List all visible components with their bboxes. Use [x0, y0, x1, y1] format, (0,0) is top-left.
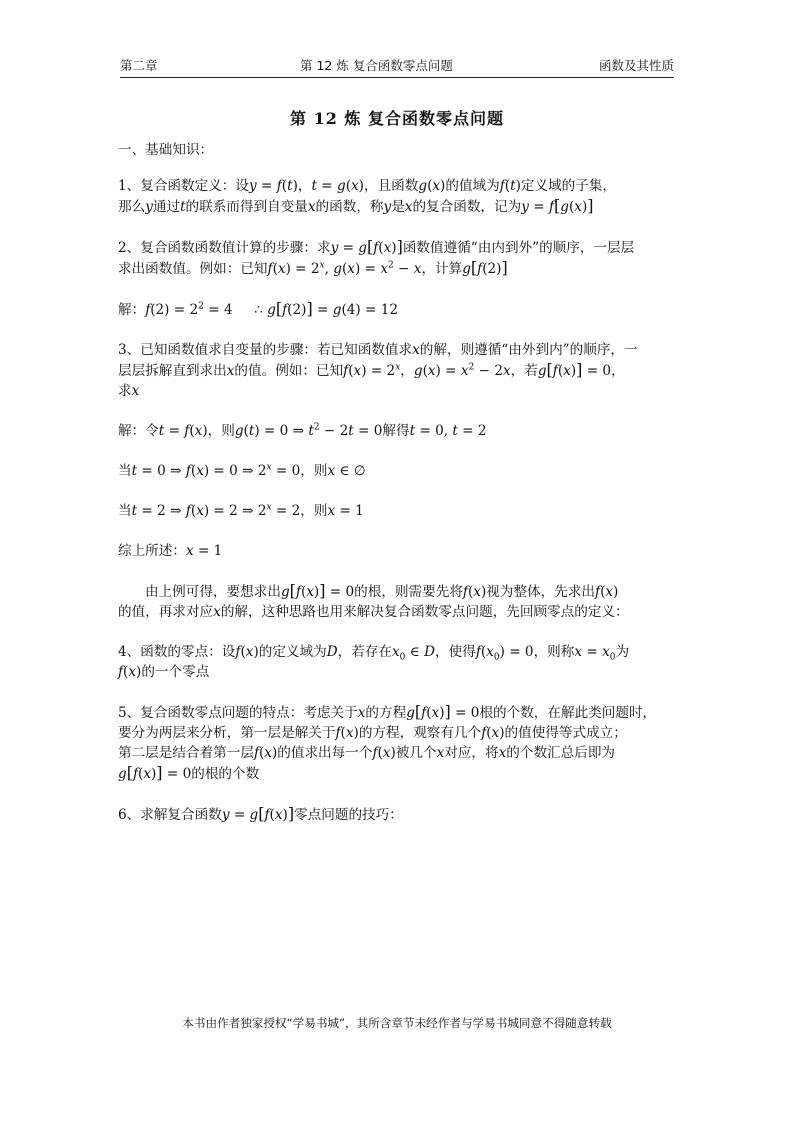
paragraph-zero-definition: 4、函数的零点：设f(x)的定义域为D，若存在$x_0$ ∈ D，使得$f(x_0) = 0$，则称$x = x_0$为 f(x)的一个零点: [118, 644, 630, 680]
solution-summary: 综上所述：x = 1: [118, 543, 223, 559]
page-title: 第 12 炼 复合函数零点问题: [290, 109, 504, 128]
header-chapter: 第二章: [120, 58, 158, 73]
page-header: [120, 56, 674, 76]
paragraph-approach: 由上例可得，要想求出g[f(x)] = 0的根，则需要先将f(x)视为整体，先求出f(x) 的值，再求对应x的解，这种思路也用来解决复合函数零点问题，先回顾零点的定义：: [118, 581, 629, 620]
paragraph-evaluation-steps: 2、复合函数函数值计算的步骤：求y = g[f(x)]函数值遵循“由内到外”的顺序，一层层 求出函数值。例如：已知$f(x) = 2^x$, $g(x) = x^2 - x$，计算g[f(2)]: [118, 237, 635, 277]
paragraph-techniques: 6、求解复合函数y = g[f(x)]零点问题的技巧：: [118, 804, 403, 823]
paragraph-composite-zero-features: 5、复合函数零点问题的特点：考虑关于x的方程g[f(x)] = 0根的个数，在解此类问题时， 要分为两层来分析，第一层是解关于f(x)的方程，观察有几个f(x)的值使得等式成立； 第二层是结合着第一层f(x)的值求出每一个f(x)被几个x对应，将x的个数汇总后即为 g[f(x)] = 0的根的个数: [118, 702, 657, 782]
paragraph-inverse-steps: 3、已知函数值求自变量的步骤：若已知函数值求x的解，则遵循“由外到内”的顺序，一 层层拆解直到求出x的值。例如：已知$f(x) = 2^x$，$g(x) = x^2 - 2x$，若g[f(x)] = 0， 求x: [118, 342, 638, 399]
solution-step-1: 解：令t = f(x)，则g(t) = 0 ⇒ $t^2 - 2t = 0$解得t = 0, t = 2: [118, 422, 487, 439]
header-divider: [120, 77, 674, 78]
solution-case-2: 当t = 2 ⇒ f(x) = 2 ⇒ $2^x = 2$，则x = 1: [118, 502, 364, 519]
paragraph-definition: 1、复合函数定义：设y = f(t)，t = g(x)，且函数g(x)的值域为f(t)定义域的子集， 那么y通过t的联系而得到自变量x的函数，称y是x的复合函数，记为y = f[g(x)]: [118, 178, 617, 215]
header-lesson: 第 12 炼 复合函数零点问题: [300, 58, 453, 73]
section-heading: 一、基础知识：: [118, 142, 214, 158]
copyright-footer: 本书由作者独家授权“学易书城”，其所含章节未经作者与学易书城同意不得随意转载: [182, 1016, 612, 1030]
solution-evaluation: 解：$f(2) = 2^2 = 4$ ∴ g[f(2)] = g(4) = 12: [118, 299, 399, 318]
document-body: [118, 140, 678, 845]
solution-case-1: 当t = 0 ⇒ f(x) = 0 ⇒ $2^x = 0$，则x ∈ ∅: [118, 462, 366, 479]
header-topic: 函数及其性质: [598, 58, 674, 73]
